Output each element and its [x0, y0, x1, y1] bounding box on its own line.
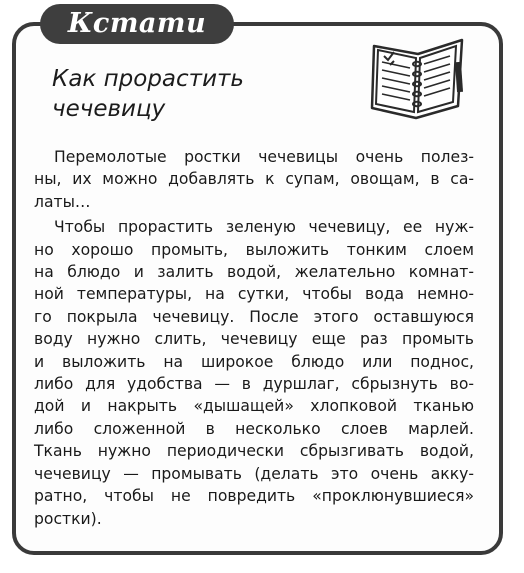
- paragraph-line: латы…: [34, 192, 91, 211]
- paragraph-line: ростки).: [34, 509, 102, 528]
- paragraph-line: либо для удобства — в дуршлаг, сбрызнуть во-: [34, 375, 474, 394]
- paragraph-line: воду нужно слить, чечевицу еще раз промыть: [34, 330, 474, 349]
- paragraph-2: [34, 216, 474, 530]
- paragraph-line: го покрыла чечевицу. После этого оставшуюся: [34, 307, 474, 326]
- paragraph-1: [34, 146, 474, 213]
- planner-notebook-icon: [366, 32, 466, 120]
- kstati-badge: [40, 4, 234, 44]
- title-line-1: Как прорастить: [52, 66, 244, 92]
- paragraph-line: ны, их можно добавлять к супам, овощам, в са-: [34, 170, 474, 189]
- badge-label: Кстати: [67, 8, 207, 39]
- paragraph-line: дой и накрыть «дышащей» хлопковой тканью: [34, 397, 474, 416]
- paragraph-line: на блюдо и залить водой, желательно комнат-: [34, 263, 474, 282]
- paragraph-line: ной температуры, на сутки, чтобы вода немно-: [34, 285, 474, 304]
- title-line-2: чечевицу: [52, 96, 166, 122]
- article-body: [34, 146, 474, 533]
- article-title: [52, 64, 352, 124]
- paragraph-line: Ткань нужно периодически сбрызгивать водой,: [34, 442, 474, 461]
- paragraph-line: либо сложенной в несколько слоев марлей.: [34, 419, 474, 438]
- paragraph-line: и выложить на широкое блюдо или поднос,: [34, 352, 474, 371]
- paragraph-line: но хорошо промыть, выложить тонким слоем: [34, 240, 474, 259]
- paragraph-line: ратно, чтобы не повредить «проклюнувшиеся»: [34, 487, 474, 506]
- paragraph-line: чечевицу — промывать (делать это очень акку-: [34, 464, 474, 483]
- paragraph-line: Чтобы прорастить зеленую чечевицу, ее нуж-: [54, 218, 474, 237]
- paragraph-line: Перемолотые ростки чечевицы очень полез-: [54, 148, 474, 166]
